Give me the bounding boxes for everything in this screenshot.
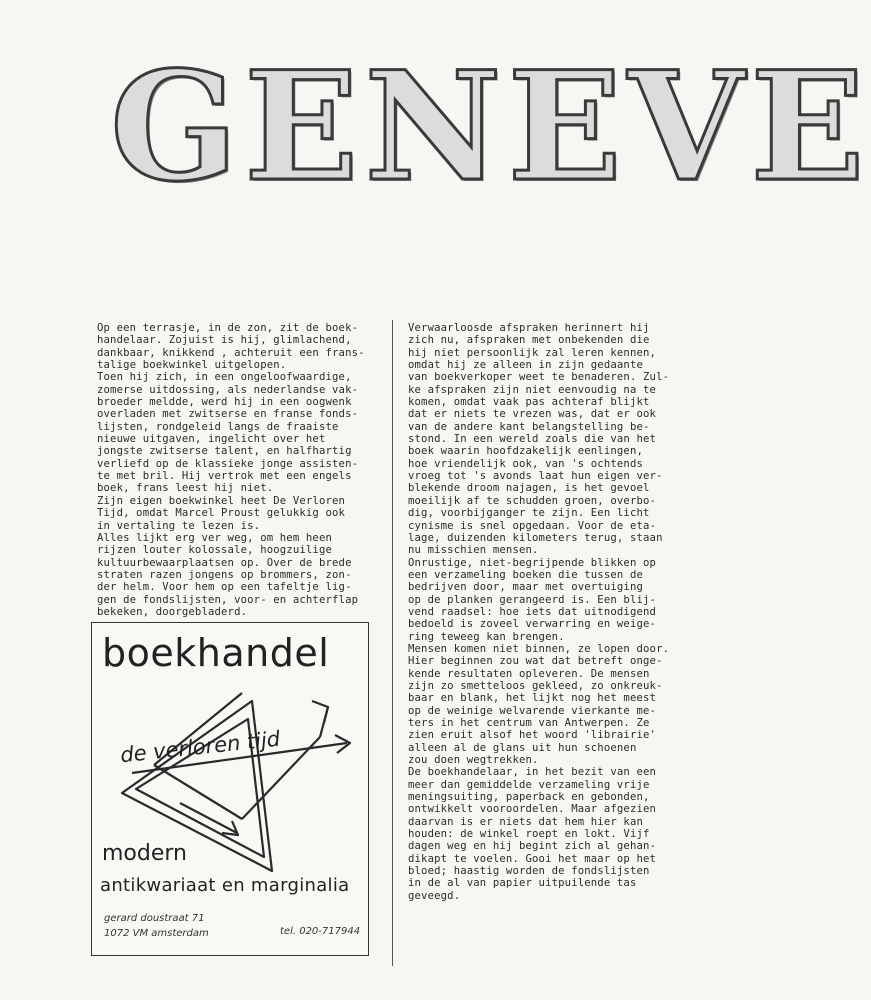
text-line: zich nu, afspraken met onbekenden die xyxy=(408,334,650,347)
text-line: zou doen wegtrekken. xyxy=(408,754,539,767)
text-line: verliefd op de klassieke jonge assisten- xyxy=(97,457,359,470)
text-line: ring teweeg kan brengen. xyxy=(408,630,565,643)
ad-address-street: gerard doustraat 71 xyxy=(104,913,205,924)
text-line: lage, duizenden kilometers terug, staan xyxy=(408,531,663,544)
ad-address-city: 1072 VM amsterdam xyxy=(104,928,209,939)
text-line: lijsten, rondgeleid langs de fraaiste xyxy=(97,420,339,433)
text-line: op de planken gerangeerd is. Een blij- xyxy=(408,593,657,606)
text-line: moeilijk af te schudden groen, overbo- xyxy=(408,494,657,507)
ad-shop-name: de verloren tijd xyxy=(119,726,282,768)
text-line: houden: de winkel roept en lokt. Vijf xyxy=(408,828,650,841)
text-line: te met bril. Hij vertrok met een engels xyxy=(97,470,352,483)
text-line: bedrijven door, maar met overtuiging xyxy=(408,581,644,594)
text-line: zijn zo smetteloos gekleed, zo onkreuk- xyxy=(408,679,663,692)
text-line: omdat hij ze alleen in zijn gedaante xyxy=(408,359,644,372)
text-line: De boekhandelaar, in het bezit van een xyxy=(408,766,657,779)
text-line: ters in het centrum van Antwerpen. Ze xyxy=(408,717,650,729)
text-line: Zijn eigen boekwinkel heet De Verloren xyxy=(97,494,346,507)
text-line: dat er niets te vrezen was, dat er ook xyxy=(408,408,657,421)
ad-phone: tel. 020-717944 xyxy=(280,926,361,937)
text-line: zien eruit alsof het woord 'librairie' xyxy=(408,729,657,742)
text-line: dagen weg en hij begint zich al gehan- xyxy=(408,840,657,853)
text-line: van boekverkoper weet te benaderen. Zul- xyxy=(408,371,670,384)
text-line: zomerse uitdossing, als nederlandse vak- xyxy=(97,383,359,396)
text-line: der helm. Voor hem op een tafeltje lig- xyxy=(97,581,352,594)
bookshop-advertisement xyxy=(91,622,369,956)
text-line: bekeken, doorgebladerd. xyxy=(97,605,248,618)
text-line: talige boekwinkel uitgelopen. xyxy=(97,359,287,372)
text-line: Op een terrasje, in de zon, zit de boek- xyxy=(97,322,359,334)
text-line: in vertaling te lezen is. xyxy=(97,519,261,532)
text-line: rijzen louter kolossale, hoogzuilige xyxy=(97,544,333,557)
text-line: stond. In een wereld zoals die van het xyxy=(408,433,657,446)
text-line: daarvan is er niets dat hem hier kan xyxy=(408,815,644,828)
article-column-left xyxy=(97,322,382,618)
text-line: Toen hij zich, in een ongeloofwaardige, xyxy=(97,371,352,384)
text-line: straten razen jongens op brommers, zon- xyxy=(97,568,352,581)
text-line: boek, frans leest hij niet. xyxy=(97,482,274,495)
text-line: Tijd, omdat Marcel Proust gelukkig ook xyxy=(97,507,346,520)
text-line: hij niet persoonlijk zal leren kennen, xyxy=(408,346,657,359)
text-line: vroeg tot 's avonds laat hun eigen ver- xyxy=(408,470,663,483)
text-line: komen, omdat vaak pas achteraf blijkt xyxy=(408,396,650,409)
text-line: in de al van papier uitpuilende tas xyxy=(408,877,637,890)
text-line: geveegd. xyxy=(408,889,461,902)
text-line: broeder meldde, werd hij in een oogwenk xyxy=(97,396,352,409)
ad-line-modern: modern xyxy=(102,841,187,866)
text-line: Onrustige, niet-begrijpende blikken op xyxy=(408,556,657,569)
text-line: bedoeld is zoveel verwarring en weige- xyxy=(408,618,657,631)
text-line: handelaar. Zojuist is hij, glimlachend, xyxy=(97,334,352,347)
text-line: jongste zwitserse talent, en halfhartig xyxy=(97,445,352,458)
text-line: Hier beginnen zou wat dat betreft onge- xyxy=(408,655,663,668)
text-line: van de andere kant belangstelling be- xyxy=(408,420,650,433)
text-line: alleen al de glans uit hun schoenen xyxy=(408,741,637,754)
text-line: ontwikkelt vooroordelen. Maar afgezien xyxy=(408,803,657,816)
text-line: Alles lijkt erg ver weg, om hem heen xyxy=(97,531,333,544)
text-line: meningsuiting, paperback en gebonden, xyxy=(408,791,650,804)
text-line: baar en blank, het lijkt nog het meest xyxy=(408,692,657,705)
text-line: blekende droom najagen, is het gevoel xyxy=(408,482,650,495)
text-line: dikapt te voelen. Gooi het maar op het xyxy=(408,852,657,865)
text-line: meer dan gemiddelde verzameling vrije xyxy=(408,778,650,791)
text-line: nu misschien mensen. xyxy=(408,544,539,557)
text-line: ke afspraken zijn niet eenvoudig na te xyxy=(408,383,657,396)
text-line: op de weinige welvarende vierkante me- xyxy=(408,704,657,717)
text-line: overladen met zwitserse en franse fonds- xyxy=(97,408,359,421)
text-line: nieuwe uitgaven, ingelicht over het xyxy=(97,433,326,446)
text-line: Verwaarloosde afspraken herinnert hij xyxy=(408,322,650,334)
ad-address xyxy=(104,911,209,941)
text-line: cynisme is snel opgedaan. Voor de eta- xyxy=(408,519,657,532)
text-line: dankbaar, knikkend , achteruit een frans- xyxy=(97,346,365,359)
text-line: vend raadsel: hoe iets dat uitnodigend xyxy=(408,605,657,618)
text-line: een verzameling boeken die tussen de xyxy=(408,568,644,581)
page-title: GENEVE xyxy=(110,39,871,215)
text-line: hoe vriendelijk ook, van 's ochtends xyxy=(408,457,644,470)
text-line: kende resultaten opleveren. De mensen xyxy=(408,667,650,680)
ad-tagline: antikwariaat en marginalia xyxy=(100,875,350,896)
article-column-right xyxy=(408,322,708,902)
column-divider xyxy=(392,320,393,966)
text-line: bloed; haastig worden de fondslijsten xyxy=(408,865,650,878)
text-line: Mensen komen niet binnen, ze lopen door. xyxy=(408,642,670,655)
text-line: kultuurbewaarplaatsen op. Over de brede xyxy=(97,556,352,569)
text-line: gen de fondslijsten, voor- en achterflap xyxy=(97,593,359,606)
text-line: boek waarin hoofdzakelijk eenlingen, xyxy=(408,445,644,458)
arrow-triangle-logo xyxy=(92,623,368,955)
text-line: dig, voorbijganger te zijn. Een licht xyxy=(408,507,650,520)
ad-heading: boekhandel xyxy=(102,631,330,675)
